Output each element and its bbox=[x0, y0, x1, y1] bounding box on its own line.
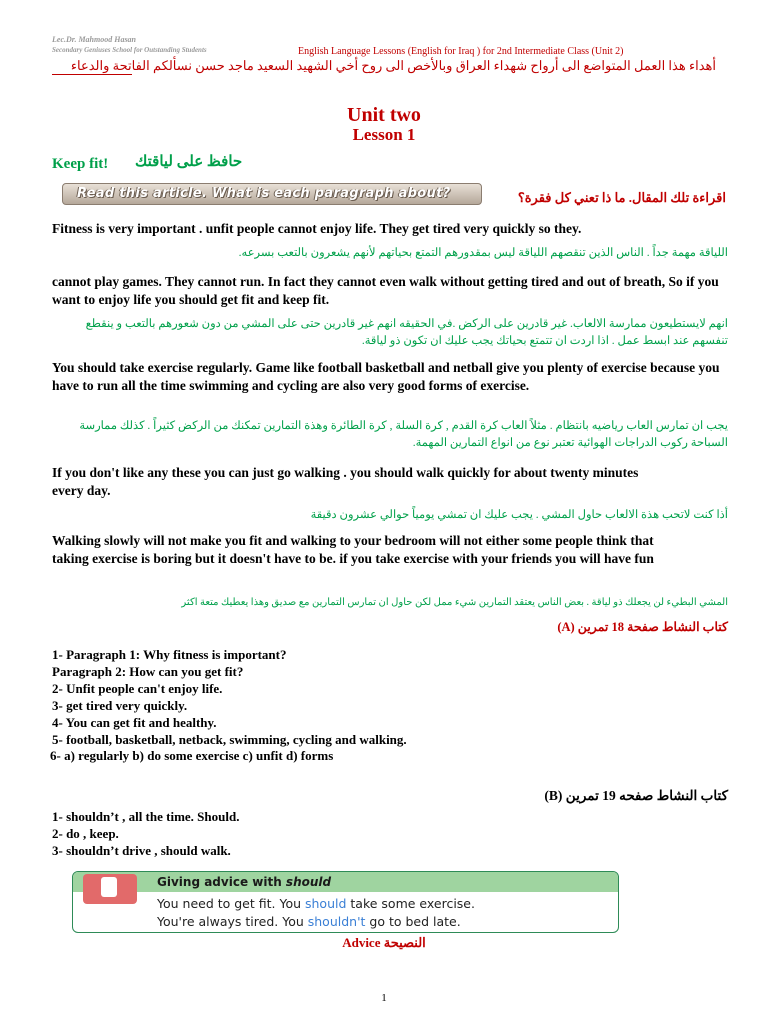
lesson-title: Lesson 1 bbox=[352, 125, 416, 144]
instruction-arabic: اقراءة تلك المقال. ما ذا تعني كل فقرة؟ bbox=[517, 190, 726, 205]
activity-a-answer-5: 5- football, basketball, netback, swimming, cycling and walking. bbox=[52, 732, 407, 747]
activity-b-answer-1: 1- shouldn’t , all the time. Should. bbox=[52, 809, 240, 824]
warning-icon bbox=[83, 874, 137, 904]
instruction-banner bbox=[62, 183, 482, 205]
advice-box-header bbox=[73, 872, 618, 892]
header-course-title: English Language Lessons (English for Iraq ) for 2nd Intermediate Class (Unit 2) bbox=[298, 46, 624, 57]
instruction-banner-text: Read this article. What is each paragraph about? bbox=[77, 186, 451, 201]
paragraph-3-en: You should take exercise regularly. Game like football basketball and netball give you plenty of exercise because you have to run all the time swimming and cycling are also very good forms of exercise. bbox=[52, 360, 720, 393]
activity-a-heading: كتاب النشاط صفحة 18 تمرين (A) bbox=[557, 620, 728, 634]
paragraph-5-ar: المشي البطيء لن يجعلك ذو لياقة . بعض الناس يعتقد التمارين شيء ممل لكن حاول ان تمارس التمارين مع صديق وهذا يعطيك متعة اكثر bbox=[181, 597, 728, 608]
paragraph-2-en: cannot play games. They cannot run. In fact they cannot even walk without getting tired and out of breath, So if you want to enjoy life you should get fit and keep fit. bbox=[52, 274, 719, 307]
paragraph-3-ar: يجب ان تمارس العاب رياضيه بانتظام . مثلاً العاب كرة القدم , كرة السلة , كرة الطائرة وهذة التمارين تمكنك من الركض كثيراً . كذلك ممارسة السباحة ركوب الدراجات الهوائية تعتبر نوع من انواع التمارين المهمة. bbox=[79, 420, 728, 449]
header-author: Lec.Dr. Mahmood Hasan bbox=[52, 35, 137, 44]
advice-label: Advice النصيحة bbox=[342, 935, 426, 950]
paragraph-4-ar: أذا كنت لاتحب هذة الالعاب حاول المشي . يجب عليك ان تمشي يومياً حوالي عشرون دقيقة bbox=[310, 509, 728, 521]
header-underline bbox=[52, 74, 132, 75]
activity-b-answer-2: 2- do , keep. bbox=[52, 826, 119, 841]
header-dedication: أهداء هذا العمل المتواضع الى أرواح شهداء العراق وبالأخص الى روح أخي الشهيد السعيد ماجد حسن نسألكم الفاتحة والدعاء bbox=[70, 58, 716, 73]
activity-a-answer-2: 2- Unfit people can't enjoy life. bbox=[52, 681, 223, 696]
paragraph-4-en: If you don't like any these you can just go walking . you should walk quickly for about twenty minutes every day. bbox=[52, 465, 639, 498]
advice-box bbox=[72, 871, 619, 933]
header-school: Secondary Geniuses School for Outstanding Students bbox=[52, 46, 207, 54]
paragraph-5-en: Walking slowly will not make you fit and walking to your bedroom will not either some people think that taking exercise is boring but it doesn't have to be. if you take exercise with your friends you will have fun bbox=[52, 533, 654, 566]
activity-a-answer-4: 4- You can get fit and healthy. bbox=[52, 715, 217, 730]
unit-title: Unit two bbox=[347, 104, 421, 126]
page-number: 1 bbox=[381, 992, 387, 1004]
paragraph-1-ar: اللياقة مهمة جداً . الناس الذين تنقصهم اللياقة ليس بمقدورهم التمتع بحياتهم لأنهم يشعرون بالتعب بسرعه. bbox=[238, 247, 728, 259]
paragraph-2-ar: انهم لايستطيعون ممارسة الالعاب. غير قادرين على الركض .في الحقيقه انهم غير قادرين حتى على المشي من دون شعورهم بالتعب و ينقطع تنفسهم عند ابسط عمل . اذا اردت ان تتمتع بحياتك يجب عليك ان تكون ذو لياقة. bbox=[85, 318, 728, 347]
advice-example-1: You need to get fit. You should take some exercise. bbox=[157, 896, 475, 911]
keep-fit-heading: Keep fit! bbox=[52, 156, 109, 172]
activity-b-answer-3: 3- shouldn’t drive , should walk. bbox=[52, 843, 231, 858]
advice-box-title: Giving advice with should bbox=[157, 875, 332, 889]
paragraph-1-en: Fitness is very important . unfit people cannot enjoy life. They get tired very quickly so they. bbox=[52, 221, 582, 236]
activity-a-answer-3: 3- get tired very quickly. bbox=[52, 698, 188, 713]
activity-b-heading: كتاب النشاط صفحه 19 تمرين (B) bbox=[544, 788, 728, 803]
advice-example-2: You're always tired. You shouldn't go to bed late. bbox=[157, 914, 461, 929]
keep-fit-heading-arabic: حافظ على لياقتك bbox=[135, 154, 243, 170]
activity-a-answer-1: 1- Paragraph 1: Why fitness is important? bbox=[52, 647, 287, 662]
activity-a-answer-6: 6- a) regularly b) do some exercise c) unfit d) forms bbox=[50, 748, 334, 763]
activity-a-answer-1b: Paragraph 2: How can you get fit? bbox=[52, 664, 244, 679]
